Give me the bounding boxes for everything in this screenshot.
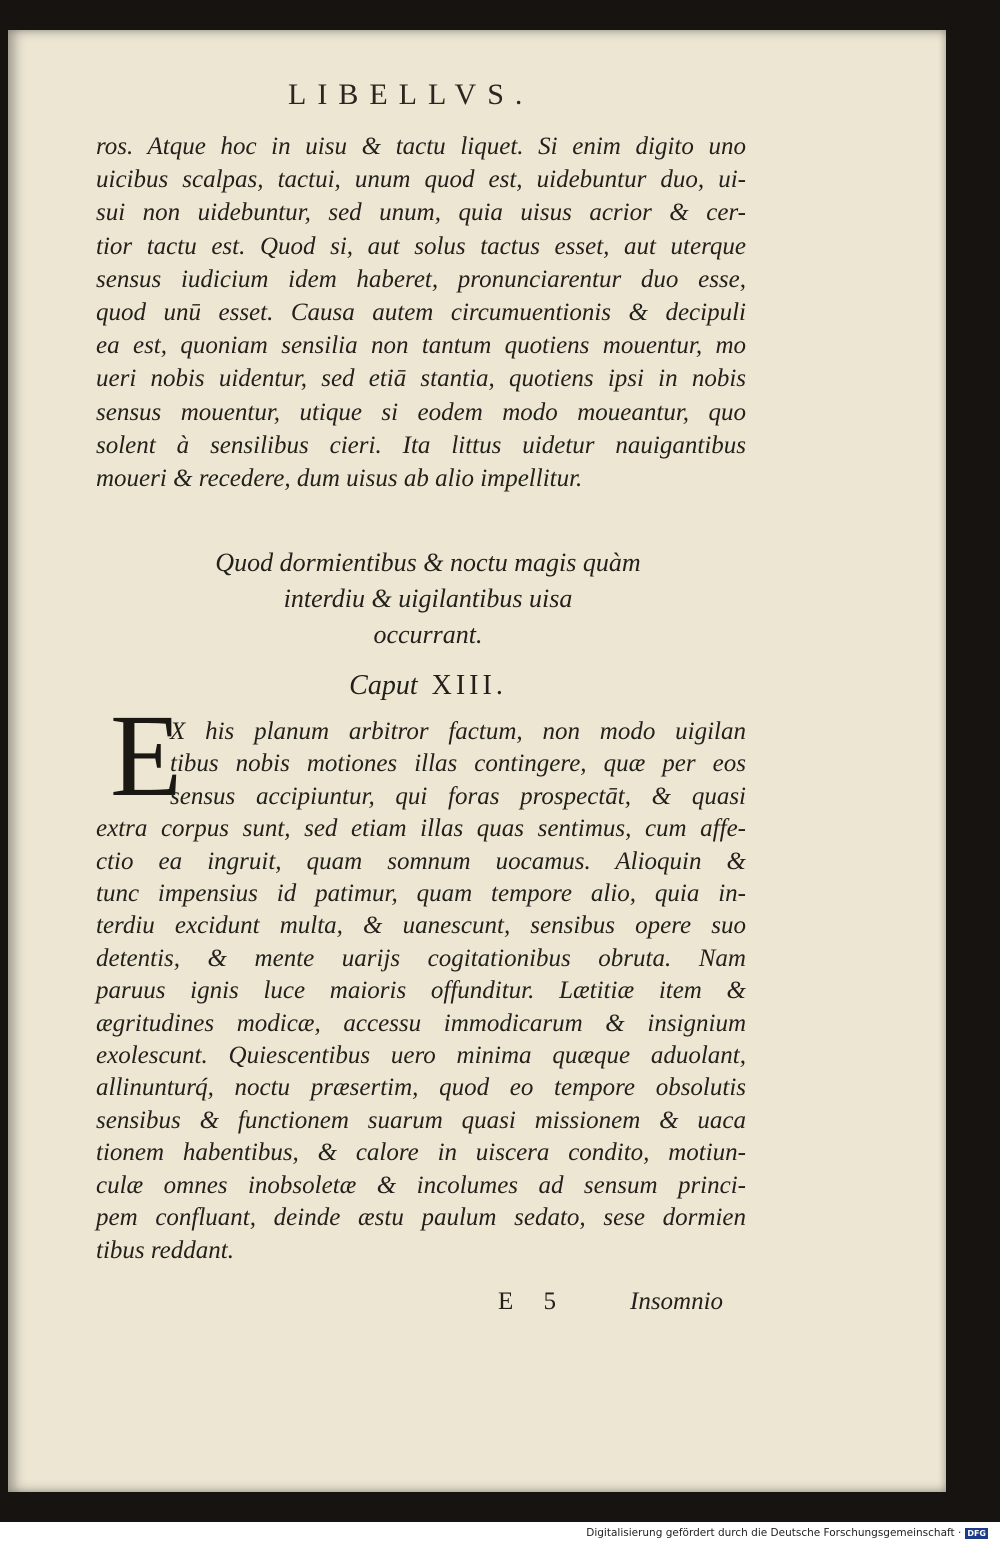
text-line: solent à sensilibus cieri. Ita littus uidetur nauigantibus <box>96 431 746 459</box>
text-line: sensus accipiuntur, qui foras prospectāt, & quasi <box>170 782 746 810</box>
text-line: detentis, & mente uarijs cogitationibus obruta. Nam <box>96 944 746 972</box>
text-line: ueri nobis uidentur, sed etiā stantia, quotiens ipsi in nobis <box>96 365 746 393</box>
text-line: sensibus & functionem suarum quasi missionem & uaca <box>96 1106 746 1134</box>
text-line: exolescunt. Quiescentibus uero minima quæque aduolant, <box>96 1042 746 1070</box>
chapter-heading-line: interdiu & uigilantibus uisa <box>283 584 573 613</box>
text-line: X his planum arbitror factum, non modo uigilan <box>170 718 746 745</box>
chapter-number <box>248 670 608 702</box>
text-line: tior tactu est. Quod si, aut solus tactus esset, aut uterque <box>96 232 746 260</box>
paragraph-continued <box>96 130 746 495</box>
chapter-heading-line: Quod dormientibus & noctu magis quàm <box>215 548 641 577</box>
text-line: sensus mouentur, utique si eodem modo moueantur, quo <box>96 398 746 426</box>
text-line: ros. Atque hoc in uisu & tactu liquet. Si enim digito uno <box>96 133 746 160</box>
text-line: paruus ignis luce maioris offunditur. Lætitiæ item & <box>96 977 746 1005</box>
digitization-credit <box>586 1527 988 1539</box>
text-line: ctio ea ingruit, quam somnum uocamus. Alioquin & <box>96 847 746 875</box>
book-page <box>8 30 946 1492</box>
signature-line <box>498 1288 758 1316</box>
text-line: sensus iudicium idem haberet, pronunciarentur duo esse, <box>96 265 746 293</box>
chapter-paragraph <box>96 716 746 1267</box>
text-line: culæ omnes inobsoletæ & incolumes ad sensum princi- <box>96 1171 746 1199</box>
catchword: Insomnio <box>630 1288 724 1315</box>
text-line: moueri & recedere, dum uisus ab alio impellitur. <box>96 465 583 493</box>
chapter-heading-line: occurrant. <box>373 620 483 649</box>
text-line: sui non uidebuntur, sed unum, quia uisus acrior & cer- <box>96 199 746 227</box>
text-line: tionem habentibus, & calore in uiscera condito, motiun- <box>96 1139 746 1167</box>
text-line: extra corpus sunt, sed etiam illas quas sentimus, cum affe- <box>96 815 746 843</box>
chapter-heading <box>158 545 698 653</box>
chapter-roman-numeral: XIII. <box>431 670 507 701</box>
text-line: quod unū esset. Causa autem circumuentionis & decipuli <box>96 299 746 327</box>
text-line: tunc impensius id patimur, quam tempore alio, quia in- <box>96 880 746 908</box>
text-line: ea est, quoniam sensilia non tantum quotiens mouentur, mo <box>96 332 746 360</box>
credit-text: Digitalisierung gefördert durch die Deutsche Forschungsgemeinschaft · <box>586 1527 962 1539</box>
chapter-label: Caput <box>349 670 418 701</box>
text-line: terdiu excidunt multa, & uanescunt, sensibus opere suo <box>96 912 746 940</box>
text-line: uicibus scalpas, tactui, unum quod est, uidebuntur duo, ui- <box>96 166 746 194</box>
text-line: tibus nobis motiones illas contingere, quæ per eos <box>170 750 746 778</box>
running-head: LIBELLVS. <box>288 78 534 111</box>
drop-cap-initial: E <box>110 690 183 821</box>
text-line: tibus reddant. <box>96 1236 234 1264</box>
text-line: pem confluant, deinde æstu paulum sedato, sese dormien <box>96 1204 746 1232</box>
dfg-logo[interactable]: DFG <box>967 1528 986 1538</box>
text-line: ægritudines modicæ, accessu immodicarum & insignium <box>96 1009 746 1037</box>
text-line: allinunturq́, noctu præsertim, quod eo tempore obsolutis <box>96 1074 746 1102</box>
signature-mark: E 5 <box>498 1288 569 1315</box>
